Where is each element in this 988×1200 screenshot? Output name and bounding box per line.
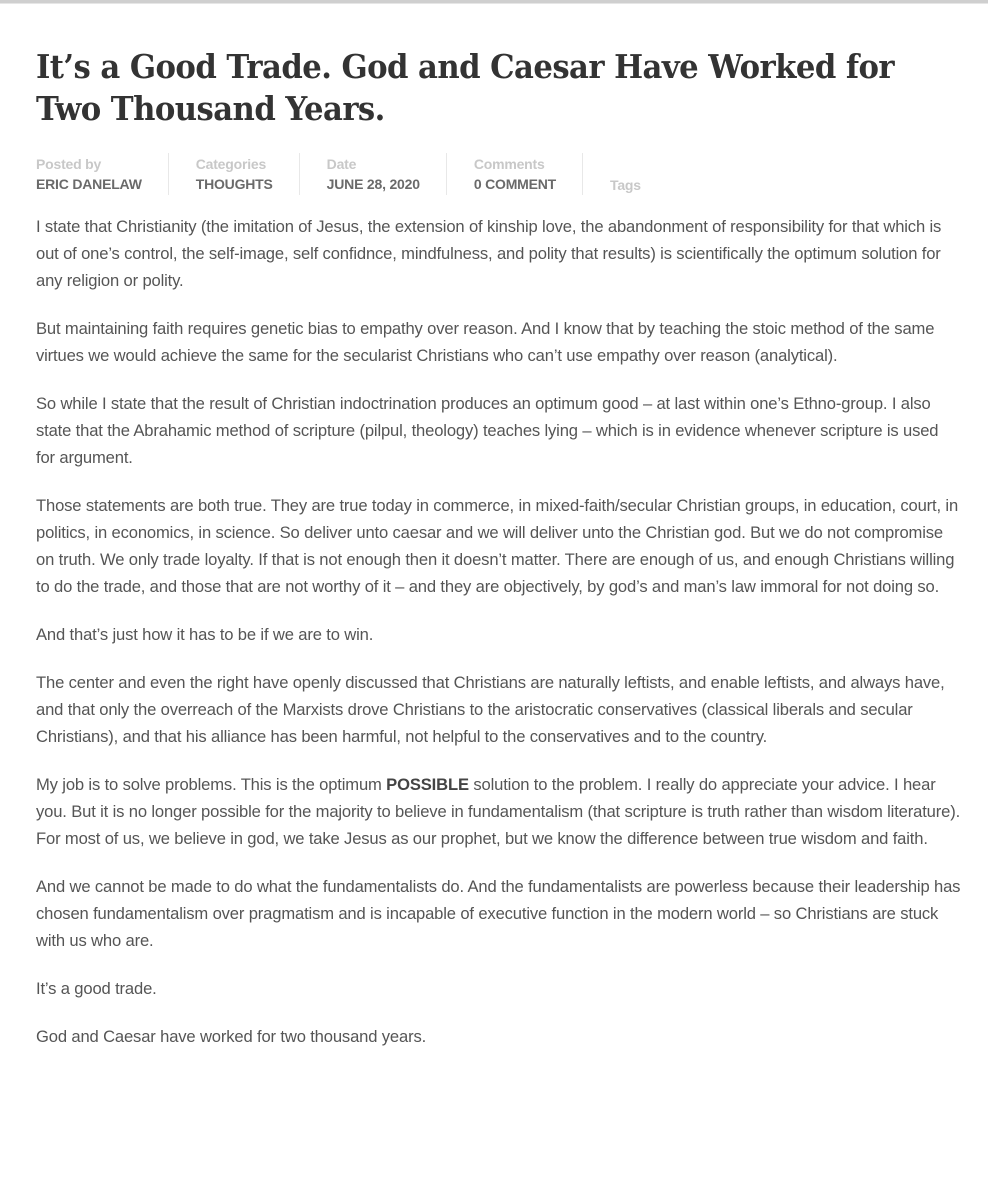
paragraph [36,771,961,852]
post-date: JUNE 28, 2020 [326,176,420,192]
paragraph: And that’s just how it has to be if we are to win. [36,625,374,644]
paragraph-text: My job is to solve problems. This is the optimum [36,775,387,794]
paragraph-text: solution to the problem. I really do appreciate your advice. I hear you. But it is no longer possible for the majority to believe in fundamentalism (that scripture is truth rather than wisdom literature). For most of us, we believe in god, we take Jesus as our prophet, but we know the difference between true wisdom and faith. [36,775,961,848]
paragraph: It’s a good trade. [36,979,157,998]
posted-by-label: Posted by [36,156,102,172]
paragraph: But maintaining faith requires genetic bias to empathy over reason. And I know that by teaching the stoic method of the same virtues we would achieve the same for the secularist Christians who can’t use empathy over reason (analytical). [36,319,935,365]
category-link[interactable]: THOUGHTS [195,176,273,192]
meta-comments [474,153,583,195]
paragraph: Those statements are both true. They are true today in commerce, in mixed-faith/secular Christian groups, in education, court, in politics, in economics, in science. So deliver unto caesar and we will deliver unto the Christian god. But we do not compromise on truth. We only trade loyalty. If that is not enough then it doesn’t matter. There are enough of us, and enough Christians willing to do the trade, and those that are not worthy of it – and they are objectively, by god’s and man’s law immoral for not doing so. [36,496,959,596]
post-meta [36,153,961,195]
paragraph: The center and even the right have openly discussed that Christians are naturally leftists, and enable leftists, and always have, and that only the overreach of the Marxists drove Christians to the aristocratic conservatives (classical liberals and secular Christians), and that his alliance has been harmful, not helpful to the conservatives and to the country. [36,673,945,746]
meta-posted-by [36,153,169,195]
meta-date [327,153,447,195]
date-label: Date [326,156,357,172]
blog-post [36,46,961,1071]
paragraph: I state that Christianity (the imitation of Jesus, the extension of kinship love, the abandonment of responsibility for that which is out of one’s control, the self-image, self confidnce, mindfulness, and polity that results) is scientifically the optimum solution for any religion or polity. [36,217,942,290]
comments-link[interactable]: 0 COMMENT [473,176,557,192]
post-content [36,213,961,1050]
author-link[interactable]: ERIC DANELAW [36,176,142,192]
emphasis-possible: POSSIBLE [386,775,469,794]
categories-label: Categories [195,156,267,172]
post-title: It’s a Good Trade. God and Caesar Have Worked for Two Thousand Years. [36,47,895,128]
top-divider [0,0,988,4]
meta-categories [196,153,300,195]
meta-tags [610,153,667,195]
comments-label: Comments [473,156,545,172]
paragraph: God and Caesar have worked for two thousand years. [36,1027,427,1046]
paragraph: And we cannot be made to do what the fundamentalists do. And the fundamentalists are powerless because their leadership has chosen fundamentalism over pragmatism and is incapable of executive function in the modern world – so Christians are stuck with us who are. [36,877,961,950]
paragraph: So while I state that the result of Christian indoctrination produces an optimum good – at last within one’s Ethno-group. I also state that the Abrahamic method of scripture (pilpul, theology) teaches lying – which is in evidence whenever scripture is used for argument. [36,394,939,467]
tags-label: Tags [610,177,641,193]
